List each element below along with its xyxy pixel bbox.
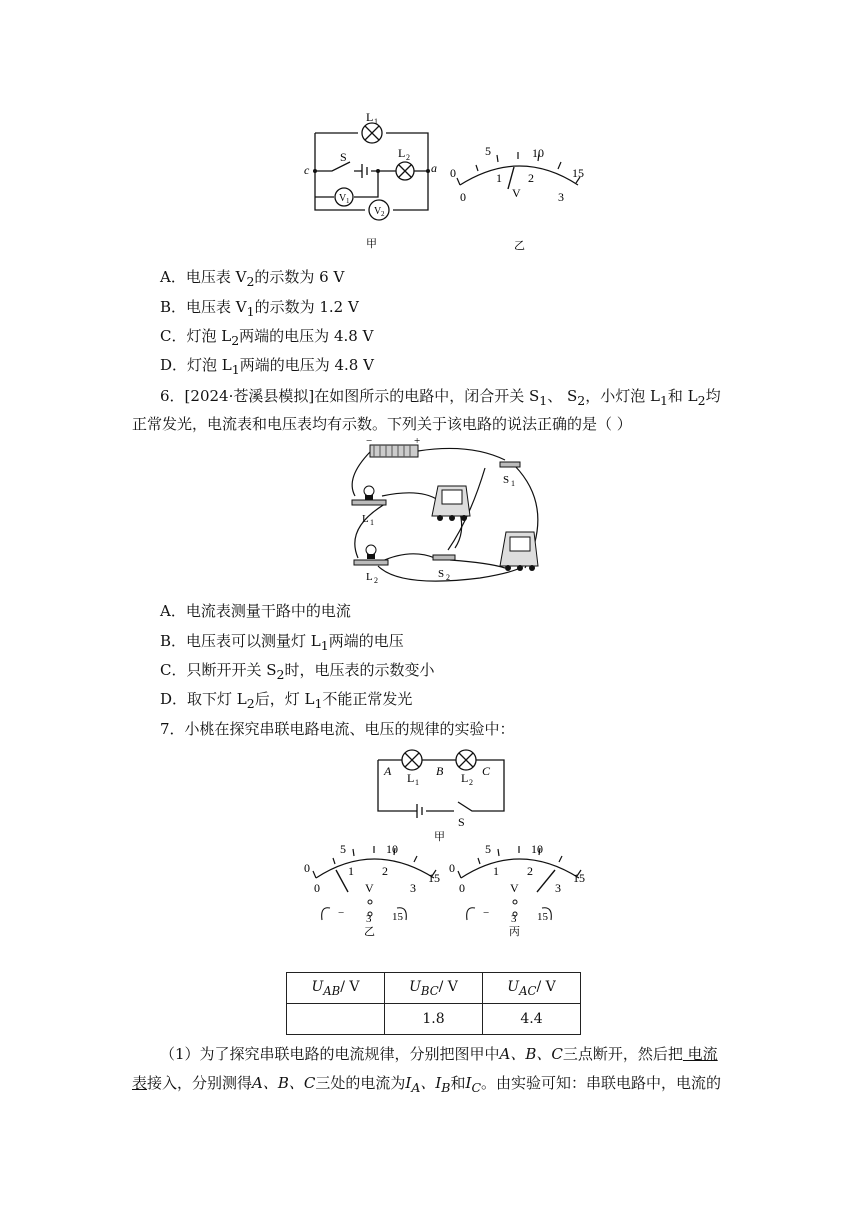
ammeter-icon bbox=[432, 486, 470, 521]
svg-text:10: 10 bbox=[386, 842, 398, 856]
lamp-l2-icon bbox=[354, 545, 388, 565]
svg-text:1: 1 bbox=[496, 171, 502, 185]
q5-option-a: A．电压表 $V_2$的示数为 6 V bbox=[160, 268, 345, 289]
switch-s2-icon bbox=[433, 555, 455, 560]
svg-text:+: + bbox=[414, 438, 421, 447]
q5-caption-jia: 甲 bbox=[366, 238, 377, 250]
svg-text:L: L bbox=[366, 571, 373, 583]
voltmeter-icon bbox=[500, 532, 538, 571]
svg-text:2: 2 bbox=[446, 573, 450, 582]
svg-text:1: 1 bbox=[493, 864, 499, 878]
svg-text:V: V bbox=[365, 881, 374, 895]
svg-text:B: B bbox=[436, 764, 444, 778]
svg-text:3: 3 bbox=[555, 881, 561, 895]
table-cell-uab bbox=[287, 1004, 385, 1035]
q7-part1-line1: （1）为了探究串联电路的电流规律，分别把图甲中A、B、C三点断开，然后把 电流 bbox=[160, 1045, 718, 1063]
svg-text:15: 15 bbox=[537, 911, 548, 923]
table-header-ubc: $U_{BC}/$ V bbox=[385, 973, 483, 1004]
svg-text:10: 10 bbox=[532, 146, 544, 160]
svg-text:1: 1 bbox=[415, 778, 419, 787]
q6-stem-line1: 6．[2024·苍溪县模拟]在如图所示的电路中，闭合开关 $S_1$、 $S_2$，小灯泡 $L_1$和 $L_2$均 bbox=[160, 387, 721, 408]
svg-text:2: 2 bbox=[406, 153, 410, 162]
svg-text:1: 1 bbox=[511, 479, 515, 488]
svg-text:3: 3 bbox=[366, 913, 372, 925]
svg-text:3: 3 bbox=[511, 913, 517, 925]
table-row bbox=[287, 973, 581, 1004]
svg-text:5: 5 bbox=[485, 842, 491, 856]
q5-l1-label: L bbox=[366, 110, 374, 124]
table-row bbox=[287, 1004, 581, 1035]
q5-option-c: C．灯泡 $L_2$两端的电压为 4.8 V bbox=[160, 327, 374, 348]
table-cell-uac: 4.4 bbox=[483, 1004, 581, 1035]
q7-stem: 7．小桃在探究串联电路电流、电压的规律的实验中： bbox=[160, 720, 515, 738]
svg-text:a: a bbox=[431, 161, 437, 175]
q5-figure bbox=[300, 105, 600, 255]
svg-text:5: 5 bbox=[340, 842, 346, 856]
svg-text:L: L bbox=[407, 771, 415, 785]
svg-text:丙: 丙 bbox=[509, 926, 520, 938]
svg-text:3: 3 bbox=[410, 881, 416, 895]
svg-text:1: 1 bbox=[346, 197, 350, 205]
q6-option-b: B．电压表可以测量灯 $L_1$两端的电压 bbox=[160, 632, 404, 653]
q6-option-d: D．取下灯 $L_2$后，灯 $L_1$不能正常发光 bbox=[160, 690, 413, 711]
svg-text:C: C bbox=[482, 764, 491, 778]
svg-text:S: S bbox=[503, 474, 510, 486]
q7-circuit-figure bbox=[370, 746, 510, 842]
table-cell-ubc: 1.8 bbox=[385, 1004, 483, 1035]
svg-text:c: c bbox=[304, 163, 310, 177]
svg-text:15: 15 bbox=[572, 166, 584, 180]
svg-text:2: 2 bbox=[382, 864, 388, 878]
q5-option-b: B．电压表 $V_1$的示数为 1.2 V bbox=[160, 298, 359, 319]
svg-text:1: 1 bbox=[348, 864, 354, 878]
svg-text:2: 2 bbox=[469, 778, 473, 787]
svg-text:S: S bbox=[438, 568, 445, 580]
q5-option-d: D．灯泡 $L_1$两端的电压为 4.8 V bbox=[160, 356, 374, 377]
svg-text:0: 0 bbox=[459, 881, 465, 895]
q7-part1-answer: 电流 bbox=[682, 1045, 718, 1063]
table-header-uab: $U_{AB}/$ V bbox=[287, 973, 385, 1004]
q7-meter-left bbox=[300, 840, 450, 940]
q6-option-a: A．电流表测量干路中的电流 bbox=[160, 602, 351, 620]
svg-text:V: V bbox=[510, 881, 519, 895]
svg-text:5: 5 bbox=[485, 144, 491, 158]
svg-text:乙: 乙 bbox=[364, 926, 375, 938]
switch-s1-icon bbox=[500, 462, 520, 467]
q7-meter-right bbox=[445, 840, 595, 940]
svg-text:V: V bbox=[339, 193, 347, 204]
q5-meter bbox=[457, 152, 580, 189]
svg-text:0: 0 bbox=[450, 166, 456, 180]
svg-text:10: 10 bbox=[531, 842, 543, 856]
svg-text:V: V bbox=[512, 186, 521, 200]
battery-icon bbox=[370, 445, 418, 457]
svg-text:L: L bbox=[362, 513, 369, 525]
q5-circuit bbox=[315, 123, 428, 220]
svg-text:15: 15 bbox=[392, 911, 403, 923]
svg-text:2: 2 bbox=[527, 864, 533, 878]
svg-text:2: 2 bbox=[381, 210, 385, 218]
svg-text:L: L bbox=[461, 771, 469, 785]
svg-text:0: 0 bbox=[314, 881, 320, 895]
q5-caption-yi: 乙 bbox=[514, 240, 525, 252]
lamp-l1-icon bbox=[352, 486, 386, 505]
svg-text:V: V bbox=[374, 206, 382, 217]
svg-text:0: 0 bbox=[449, 861, 455, 875]
svg-text:S: S bbox=[458, 815, 465, 829]
q6-stem-line2: 正常发光，电流表和电压表均有示数。下列关于该电路的说法正确的是（ ） bbox=[132, 415, 632, 433]
svg-text:15: 15 bbox=[428, 871, 440, 885]
svg-text:2: 2 bbox=[528, 171, 534, 185]
svg-text:−: − bbox=[338, 907, 345, 919]
svg-text:甲: 甲 bbox=[434, 831, 445, 842]
svg-text:2: 2 bbox=[374, 576, 378, 585]
q7-voltage-table bbox=[286, 972, 581, 1035]
q7-part1-line2: 表接入，分别测得A、B、C三处的电流为$I_A$、$I_B$和$I_C$。由实验可知：串联电路中，电流的 bbox=[132, 1074, 722, 1095]
svg-text:0: 0 bbox=[304, 861, 310, 875]
svg-text:15: 15 bbox=[573, 871, 585, 885]
svg-text:−: − bbox=[366, 438, 373, 447]
table-header-uac: $U_{AC}/$ V bbox=[483, 973, 581, 1004]
q6-option-c: C．只断开开关 $S_2$时，电压表的示数变小 bbox=[160, 661, 435, 682]
battery-icon bbox=[417, 804, 422, 818]
svg-text:A: A bbox=[384, 764, 392, 778]
svg-text:3: 3 bbox=[558, 190, 564, 204]
svg-text:1: 1 bbox=[370, 518, 374, 527]
svg-text:1: 1 bbox=[374, 117, 378, 126]
svg-text:−: − bbox=[483, 907, 490, 919]
svg-text:L: L bbox=[398, 146, 406, 160]
svg-text:0: 0 bbox=[460, 190, 466, 204]
svg-text:S: S bbox=[340, 150, 347, 164]
q6-figure bbox=[340, 438, 555, 588]
